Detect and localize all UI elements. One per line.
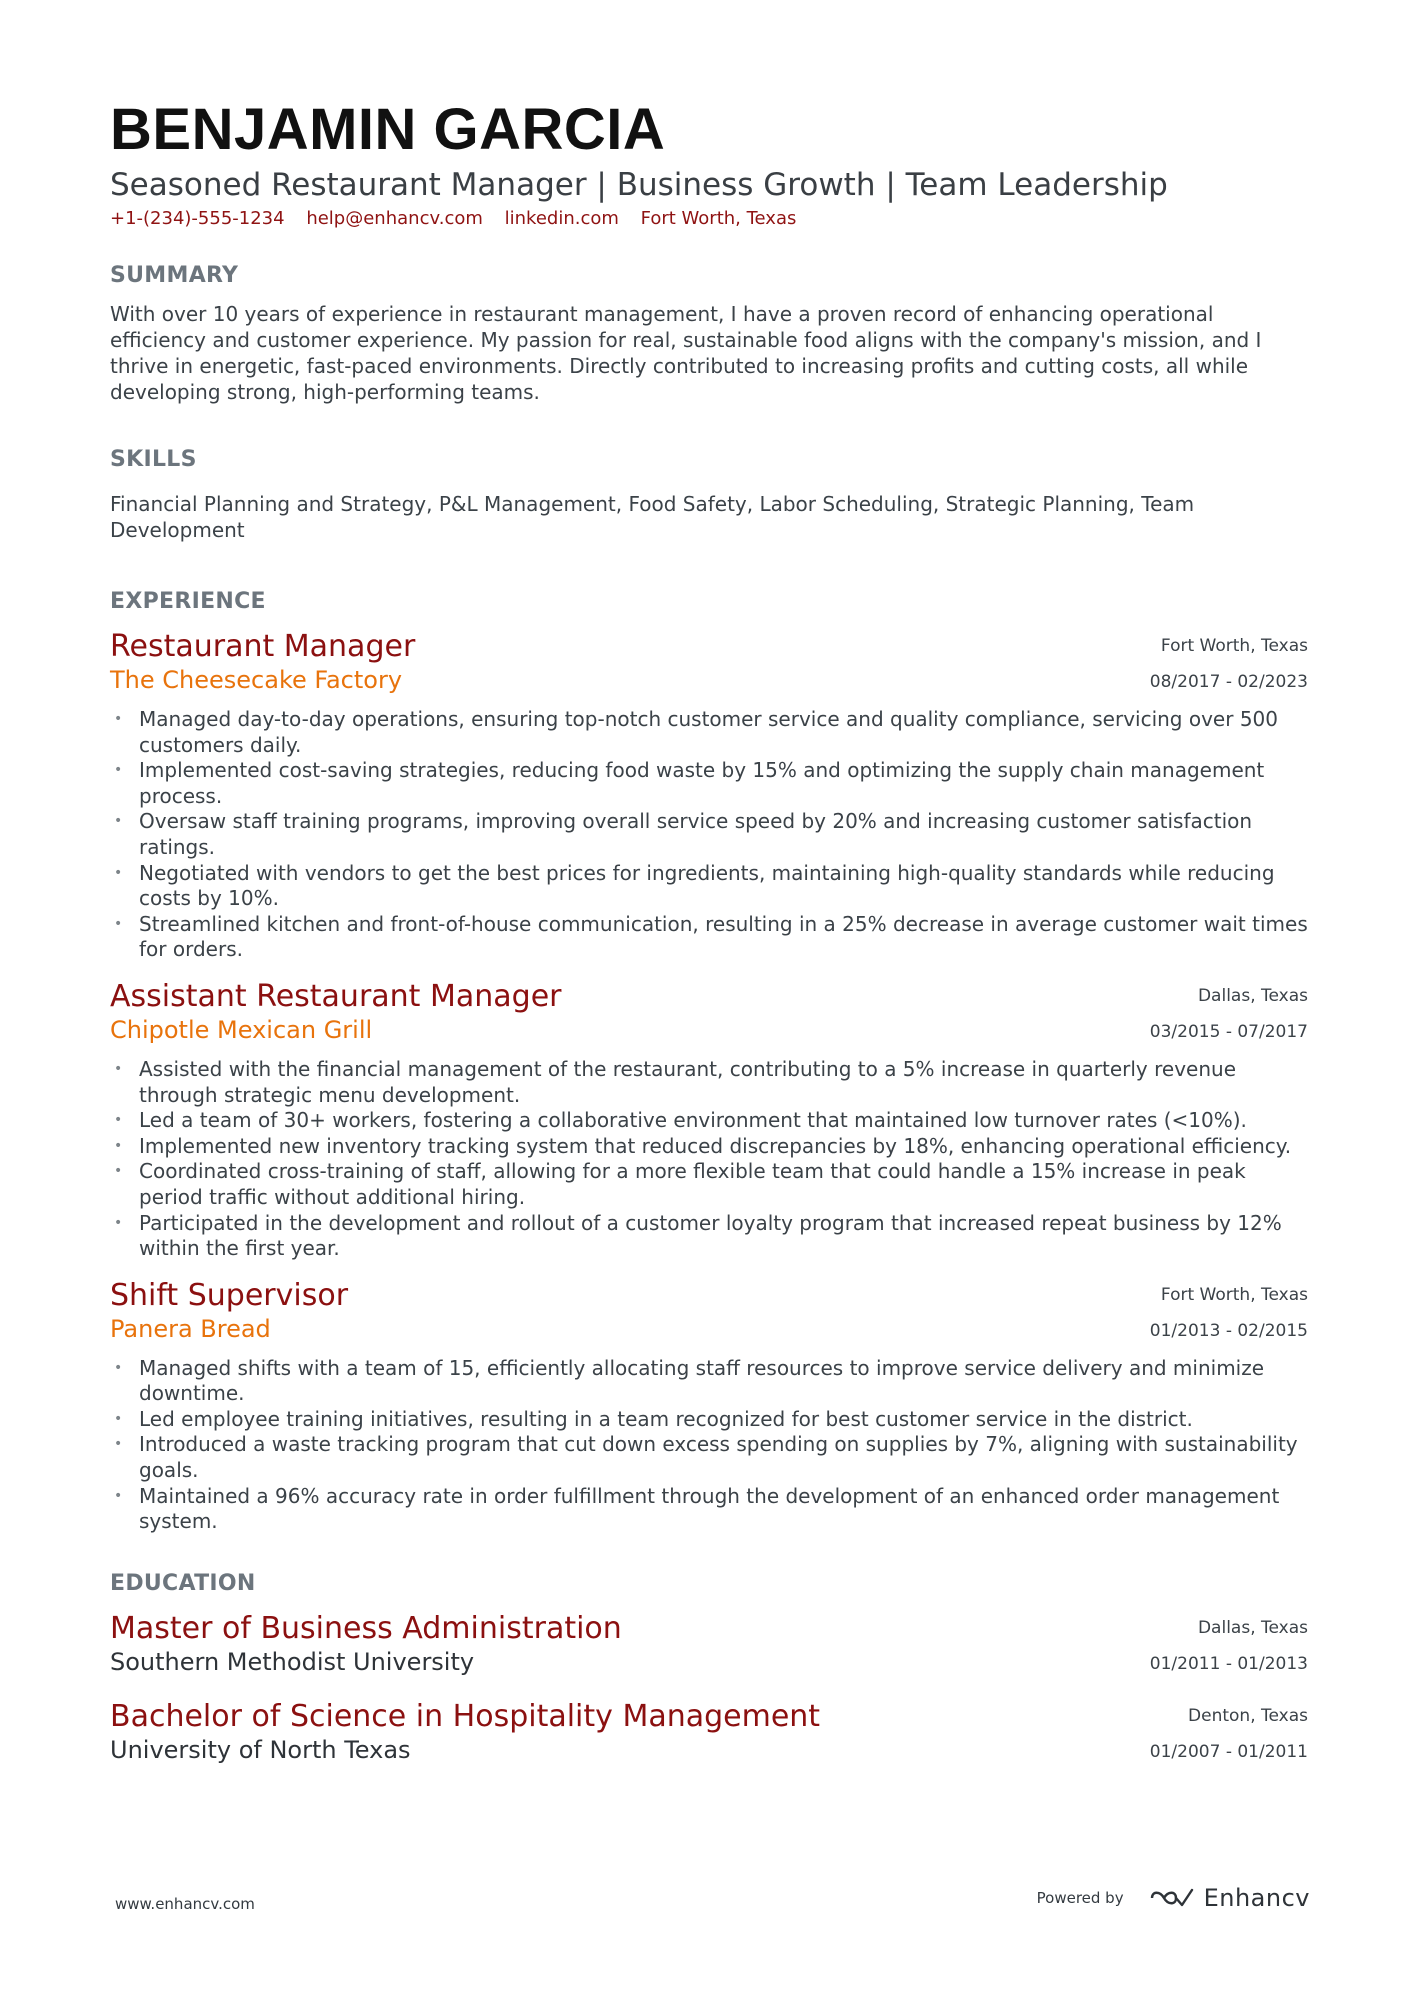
contact-linkedin[interactable]: linkedin.com bbox=[504, 208, 619, 229]
entry-meta bbox=[1150, 629, 1308, 701]
job-title: Shift Supervisor bbox=[110, 1277, 349, 1313]
footer-branding bbox=[1037, 1884, 1310, 1912]
school-name: Southern Methodist University bbox=[110, 1647, 475, 1676]
bullet-dot-icon: • bbox=[114, 813, 123, 830]
entry-header bbox=[110, 979, 1308, 1051]
entry-location: Denton, Texas bbox=[1188, 1705, 1308, 1726]
achievement-text: Oversaw staff training programs, improving overall service speed by 20% and increasing customer satisfaction ratings. bbox=[139, 809, 1253, 859]
achievement-item bbox=[110, 758, 1308, 809]
achievement-item bbox=[110, 1108, 1308, 1134]
achievement-list bbox=[110, 707, 1308, 963]
bullet-dot-icon: • bbox=[114, 864, 123, 881]
entry-title-block bbox=[110, 1699, 820, 1765]
education-entry bbox=[110, 1699, 1308, 1771]
entry-title-block bbox=[110, 1611, 622, 1677]
achievement-text: Coordinated cross-training of staff, allowing for a more flexible team that could handle a 15% increase in peak period traffic without additional hiring. bbox=[139, 1159, 1246, 1209]
achievement-list bbox=[110, 1356, 1308, 1535]
bullet-dot-icon: • bbox=[114, 1410, 123, 1427]
achievement-list bbox=[110, 1057, 1308, 1262]
achievement-text: Managed shifts with a team of 15, efficiently allocating staff resources to improve service delivery and minimize downtime. bbox=[139, 1355, 1265, 1406]
entry-dates: 03/2015 - 07/2017 bbox=[1149, 1021, 1308, 1042]
achievement-text: Negotiated with vendors to get the best prices for ingredients, maintaining high-quality standards while reducing costs by 10%. bbox=[139, 860, 1275, 911]
job-title: Assistant Restaurant Manager bbox=[110, 978, 562, 1014]
achievement-text: Managed day-to-day operations, ensuring top-notch customer service and quality compliance, servicing over 500 customers daily. bbox=[139, 707, 1278, 757]
company-name: Chipotle Mexican Grill bbox=[110, 1015, 373, 1044]
achievement-item bbox=[110, 809, 1308, 860]
achievement-item bbox=[110, 707, 1308, 758]
bullet-dot-icon: • bbox=[114, 1214, 123, 1231]
job-title: Restaurant Manager bbox=[110, 629, 416, 664]
contact-phone[interactable]: +1-(234)-555-1234 bbox=[110, 208, 285, 229]
bullet-dot-icon: • bbox=[114, 1163, 123, 1180]
entry-meta bbox=[1150, 979, 1308, 1051]
achievement-item bbox=[110, 912, 1308, 963]
candidate-name: BENJAMIN GARCIA bbox=[110, 97, 666, 162]
achievement-text: Maintained a 96% accuracy rate in order fulfillment through the development of an enhanced order management system. bbox=[139, 1483, 1280, 1534]
experience-entry bbox=[110, 979, 1308, 1262]
contact-location: Fort Worth, Texas bbox=[640, 208, 797, 229]
bullet-dot-icon: • bbox=[114, 1112, 123, 1129]
entry-meta bbox=[1150, 1278, 1308, 1350]
achievement-item bbox=[110, 1432, 1308, 1483]
entry-location: Dallas, Texas bbox=[1197, 985, 1308, 1006]
achievement-text: Led employee training initiatives, resulting in a team recognized for best customer service in the district. bbox=[139, 1406, 1193, 1431]
entry-dates: 01/2011 - 01/2013 bbox=[1149, 1653, 1308, 1674]
degree-title: Bachelor of Science in Hospitality Management bbox=[110, 1698, 821, 1734]
summary-heading: SUMMARY bbox=[110, 263, 239, 288]
achievement-text: Introduced a waste tracking program that cut down excess spending on supplies by 7%, aligning with sustainability goals. bbox=[139, 1432, 1298, 1483]
skills-heading: SKILLS bbox=[110, 447, 197, 472]
entry-location: Dallas, Texas bbox=[1197, 1617, 1308, 1638]
degree-title: Master of Business Administration bbox=[110, 1610, 622, 1646]
entry-title-block bbox=[110, 629, 415, 695]
experience-entry bbox=[110, 629, 1308, 963]
bullet-dot-icon: • bbox=[114, 1487, 123, 1504]
footer-website[interactable]: www.enhancv.com bbox=[115, 1895, 255, 1913]
entry-header bbox=[110, 1278, 1308, 1350]
achievement-item bbox=[110, 861, 1308, 912]
achievement-text: Led a team of 30+ workers, fostering a collaborative environment that maintained low turnover rates (<10%). bbox=[139, 1108, 1247, 1133]
entry-dates: 01/2007 - 01/2011 bbox=[1149, 1741, 1308, 1762]
achievement-text: Implemented new inventory tracking system that reduced discrepancies by 18%, enhancing operational efficiency. bbox=[139, 1133, 1292, 1158]
entry-location: Fort Worth, Texas bbox=[1160, 1284, 1308, 1305]
summary-text: With over 10 years of experience in restaurant management, I have a proven record of enhancing operational efficiency and customer experience. My passion for real, sustainable food aligns with the company's mission, and I thrive in energetic, fast-paced environments. Directly contributed to increasing profits and cutting costs, all while developing strong, high-performing teams. bbox=[110, 302, 1262, 404]
entry-header bbox=[110, 629, 1308, 701]
company-name: Panera Bread bbox=[110, 1314, 271, 1343]
achievement-item bbox=[110, 1134, 1308, 1160]
enhancv-brand-name[interactable]: Enhancv bbox=[1203, 1884, 1310, 1912]
achievement-item bbox=[110, 1211, 1308, 1262]
contact-line bbox=[110, 205, 1308, 233]
bullet-dot-icon: • bbox=[114, 711, 123, 727]
candidate-headline: Seasoned Restaurant Manager | Business Growth | Team Leadership bbox=[110, 167, 1168, 203]
entry-meta bbox=[1150, 1699, 1308, 1771]
achievement-text: Assisted with the financial management of the restaurant, contributing to a 5% increase in quarterly revenue through strategic menu development. bbox=[139, 1056, 1236, 1107]
entry-header bbox=[110, 1699, 1308, 1771]
powered-by-label: Powered by bbox=[1036, 1889, 1124, 1907]
achievement-item bbox=[110, 1356, 1308, 1407]
enhancv-logo-icon bbox=[1148, 1885, 1194, 1911]
experience-list bbox=[110, 629, 1308, 1535]
education-heading: EDUCATION bbox=[110, 1570, 256, 1596]
bullet-dot-icon: • bbox=[114, 1060, 123, 1077]
bullet-dot-icon: • bbox=[114, 915, 123, 932]
entry-header bbox=[110, 1611, 1308, 1683]
entry-location: Fort Worth, Texas bbox=[1160, 636, 1308, 656]
entry-dates: 01/2013 - 02/2015 bbox=[1149, 1320, 1308, 1341]
education-entry bbox=[110, 1611, 1308, 1683]
entry-dates: 08/2017 - 02/2023 bbox=[1149, 672, 1308, 692]
bullet-dot-icon: • bbox=[114, 1436, 123, 1453]
bullet-dot-icon: • bbox=[114, 1137, 123, 1154]
entry-title-block bbox=[110, 1278, 348, 1344]
company-name: The Cheesecake Factory bbox=[110, 666, 403, 694]
bullet-dot-icon: • bbox=[114, 762, 123, 779]
achievement-text: Streamlined kitchen and front-of-house communication, resulting in a 25% decrease in average customer wait times for orders. bbox=[139, 911, 1308, 962]
achievement-item bbox=[110, 1159, 1308, 1210]
school-name: University of North Texas bbox=[110, 1735, 411, 1764]
experience-heading: EXPERIENCE bbox=[110, 589, 266, 614]
achievement-item bbox=[110, 1484, 1308, 1535]
achievement-text: Implemented cost-saving strategies, reducing food waste by 15% and optimizing the supply chain management process. bbox=[139, 758, 1265, 808]
resume-content bbox=[110, 95, 1308, 1771]
entry-meta bbox=[1150, 1611, 1308, 1683]
experience-entry bbox=[110, 1278, 1308, 1535]
entry-title-block bbox=[110, 979, 561, 1045]
achievement-text: Participated in the development and rollout of a customer loyalty program that increased repeat business by 12% within the first year. bbox=[139, 1210, 1282, 1261]
education-list bbox=[110, 1611, 1308, 1771]
contact-email[interactable]: help@enhancv.com bbox=[306, 208, 483, 229]
achievement-item bbox=[110, 1407, 1308, 1433]
skills-text: Financial Planning and Strategy, P&L Management, Food Safety, Labor Scheduling, Strategic Planning, Team Development bbox=[110, 492, 1195, 542]
achievement-item bbox=[110, 1057, 1308, 1108]
bullet-dot-icon: • bbox=[114, 1359, 123, 1376]
